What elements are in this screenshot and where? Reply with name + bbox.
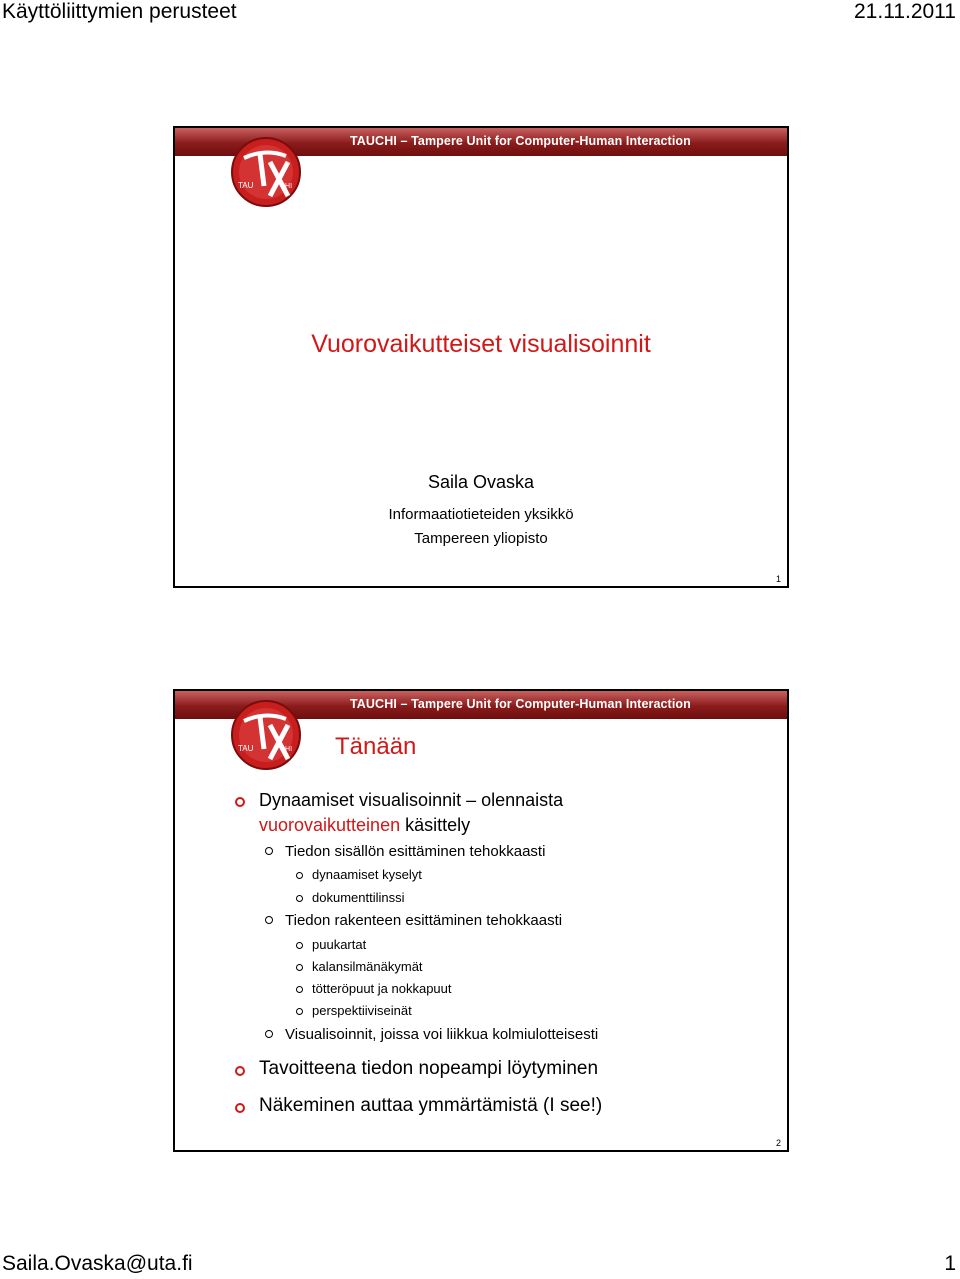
slide-1 xyxy=(173,126,789,588)
bullet-text-continued xyxy=(259,815,470,836)
sub-bullet-text: Tiedon sisällön esittäminen tehokkaasti xyxy=(285,843,546,860)
tauchi-logo xyxy=(230,699,302,771)
sub-sub-bullet-text: dokumenttilinssi xyxy=(312,890,405,905)
bullet-marker xyxy=(235,797,245,807)
page-footer-email: Saila.Ovaska@uta.fi xyxy=(2,1252,193,1275)
sub-sub-bullet-text: dynaamiset kyselyt xyxy=(312,867,422,882)
tauchi-logo xyxy=(230,136,302,208)
sub-bullet-text: Visualisoinnit, joissa voi liikkua kolmiulotteisesti xyxy=(285,1026,599,1043)
logo-text-left: TAU xyxy=(238,744,254,753)
sub-sub-bullet-marker xyxy=(296,986,303,993)
sub-sub-bullet-marker xyxy=(296,872,303,879)
bullet-marker xyxy=(235,1103,245,1113)
bullet-text: Näkeminen auttaa ymmärtämistä (I see!) xyxy=(259,1095,603,1116)
slide-2 xyxy=(173,689,789,1152)
slide-title: Vuorovaikutteiset visualisoinnit xyxy=(311,330,651,358)
bullet-text: Tavoitteena tiedon nopeampi löytyminen xyxy=(259,1058,599,1079)
sub-bullet-marker xyxy=(265,847,273,855)
banner-text: TAUCHI – Tampere Unit for Computer-Human Interaction xyxy=(350,134,691,148)
slide-number: 2 xyxy=(775,1138,781,1148)
page-footer-number: 1 xyxy=(944,1252,956,1275)
logo-text-right: CHI xyxy=(280,183,293,190)
affiliation-university: Tampereen yliopisto xyxy=(414,530,548,547)
page-header-date: 21.11.2011 xyxy=(854,0,956,23)
sub-sub-bullet-marker xyxy=(296,1008,303,1015)
sub-bullet-marker xyxy=(265,916,273,924)
sub-bullet-text: Tiedon rakenteen esittäminen tehokkaasti xyxy=(285,912,563,929)
sub-sub-bullet-text: puukartat xyxy=(312,937,367,952)
slide-number: 1 xyxy=(775,574,781,584)
slide-title: Tänään xyxy=(335,733,417,760)
sub-sub-bullet-marker xyxy=(296,942,303,949)
sub-sub-bullet-text: perspektiiviseinät xyxy=(312,1003,412,1018)
bullet-marker xyxy=(235,1066,245,1076)
sub-bullet-marker xyxy=(265,1030,273,1038)
logo-text-right: CHI xyxy=(280,746,293,753)
bullet-text: Dynaamiset visualisoinnit – olennaista xyxy=(259,790,564,810)
banner-text: TAUCHI – Tampere Unit for Computer-Human Interaction xyxy=(350,697,691,711)
sub-sub-bullet-text: kalansilmänäkymät xyxy=(312,959,423,974)
affiliation-unit: Informaatiotieteiden yksikkö xyxy=(388,506,574,523)
bullet-text-rest: käsittely xyxy=(400,815,471,835)
sub-sub-bullet-marker xyxy=(296,964,303,971)
highlight-word: vuorovaikutteinen xyxy=(259,815,401,835)
page-header-title: Käyttöliittymien perusteet xyxy=(2,0,237,23)
author-name: Saila Ovaska xyxy=(427,472,535,492)
sub-sub-bullet-text: tötteröpuut ja nokkapuut xyxy=(312,981,452,996)
logo-text-left: TAU xyxy=(238,181,254,190)
sub-sub-bullet-marker xyxy=(296,895,303,902)
